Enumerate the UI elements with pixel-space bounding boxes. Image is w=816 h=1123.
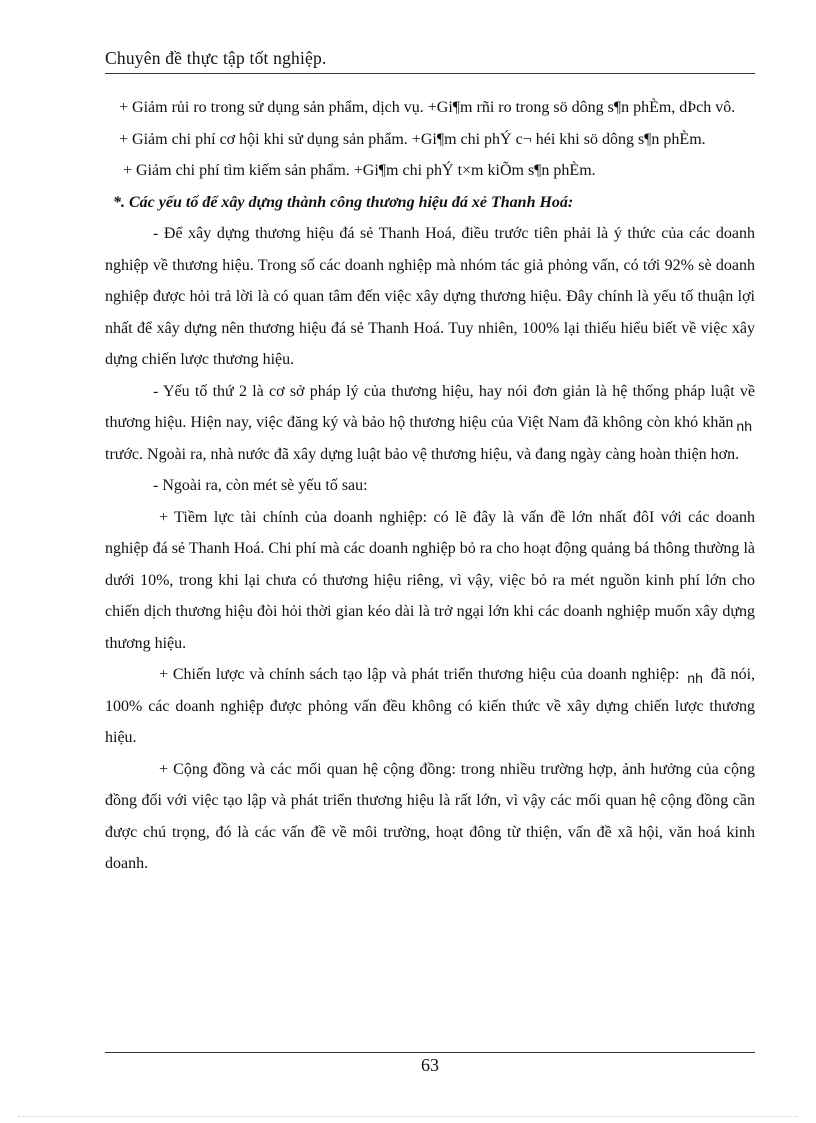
- paragraph-community-relations: + Cộng đồng và các mối quan hệ cộng đồng: trong nhiều trường hợp, ảnh hưởng của cộng đồng đối với việc tạo lập và phát triển thương hiệu là rất lớn, vì vậy các mối quan hệ cộng đồng cần được chú trọng, đó là các vấn đề về môi trường, hoạt đông từ thiện, vấn đề xã hội, văn hoá kinh doanh.: [105, 760, 755, 872]
- section-heading: *. Các yếu tố để xây dựng thành công thương hiệu đá xẻ Thanh Hoá:: [113, 193, 574, 211]
- paragraph-awareness: - Để xây dựng thương hiệu đá sẻ Thanh Hoá, điều trước tiên phải là ý thức của các doanh nghiệp về thương hiệu. Trong số các doanh nghiệp mà nhóm tác giả phỏng vấn, có tới 92% sè doanh nghiệp được hỏi trả lời là có quan tâm đến việc xây dựng thương hiệu. Đây chính là yếu tố thuận lợi nhất để xây dựng nên thương hiệu đá sẻ Thanh Hoá. Tuy nhiên, 100% lại thiếu hiểu biết về việc xây dựng chiến lược thương hiệu.: [105, 225, 755, 368]
- strategy-text-b: đã nói, 100% các doanh nghiệp được phỏng vấn đều không có kiến thức về xây dựng chiến lược thương hiệu.: [105, 666, 756, 746]
- paragraph-benefit-risk: + Giảm rủi ro trong sử dụng sản phẩm, dịch vụ. +Gi¶m rñi ro trong sö dông s¶n phÈm, dÞch vô.: [119, 99, 736, 116]
- inline-nh-fragment: nh: [736, 418, 752, 434]
- paragraph-legal-basis: [105, 376, 755, 471]
- page-edge-dotted-line: [18, 1116, 798, 1117]
- legal-basis-text-a: - Yếu tố thứ 2 là cơ sở pháp lý của thương hiệu, hay nói đơn giản là hệ thống pháp luật về thương hiệu. Hiện nay, việc đăng ký và bảo hộ thương hiệu của Việt Nam đã không còn khó khăn: [105, 382, 755, 431]
- paragraph-financial-capacity: + Tiềm lực tài chính của doanh nghiệp: có lẽ đây là vấn đề lớn nhất đôI với các doanh nghiệp đá sẻ Thanh Hoá. Chi phí mà các doanh nghiệp bỏ ra cho hoạt động quảng bá thông thường là dưới 10%, trong khi lại chưa có thương hiệu riêng, vì vậy, việc bỏ ra mét nguồn kinh phí lớn cho chiến dịch thương hiệu đòi hỏi thời gian kéo dài là trở ngại lớn khi các doanh nghiệp muốn xây dựng thương hiệu.: [105, 508, 755, 652]
- page-number: 63: [421, 1055, 439, 1075]
- document-body: [105, 92, 755, 880]
- paragraph-strategy-policy: [105, 659, 755, 754]
- inline-nh-fragment: nh: [687, 670, 703, 686]
- footer-divider: [105, 1052, 755, 1053]
- paragraph-benefit-search-cost: + Giảm chi phí tìm kiếm sản phẩm. +Gi¶m chi phÝ t×m kiÕm s¶n phÈm.: [123, 162, 596, 179]
- page-header-title: Chuyên đề thực tập tốt nghiệp.: [105, 48, 327, 68]
- paragraph-benefit-opportunity-cost: + Giảm chi phí cơ hội khi sử dụng sản phẩm. +Gi¶m chi phÝ c¬ héi khi sö dông s¶n phÈm.: [119, 130, 706, 148]
- strategy-text-a: + Chiến lược và chính sách tạo lập và phát triển thương hiệu của doanh nghiệp:: [159, 666, 680, 683]
- header-divider: [105, 73, 755, 74]
- legal-basis-text-b: trước. Ngoài ra, nhà nước đã xây dựng luật bảo vệ thương hiệu, và đang ngày càng hoàn thiện hơn.: [105, 445, 740, 463]
- paragraph-other-factors: - Ngoài ra, còn mét sè yếu tố sau:: [153, 477, 368, 494]
